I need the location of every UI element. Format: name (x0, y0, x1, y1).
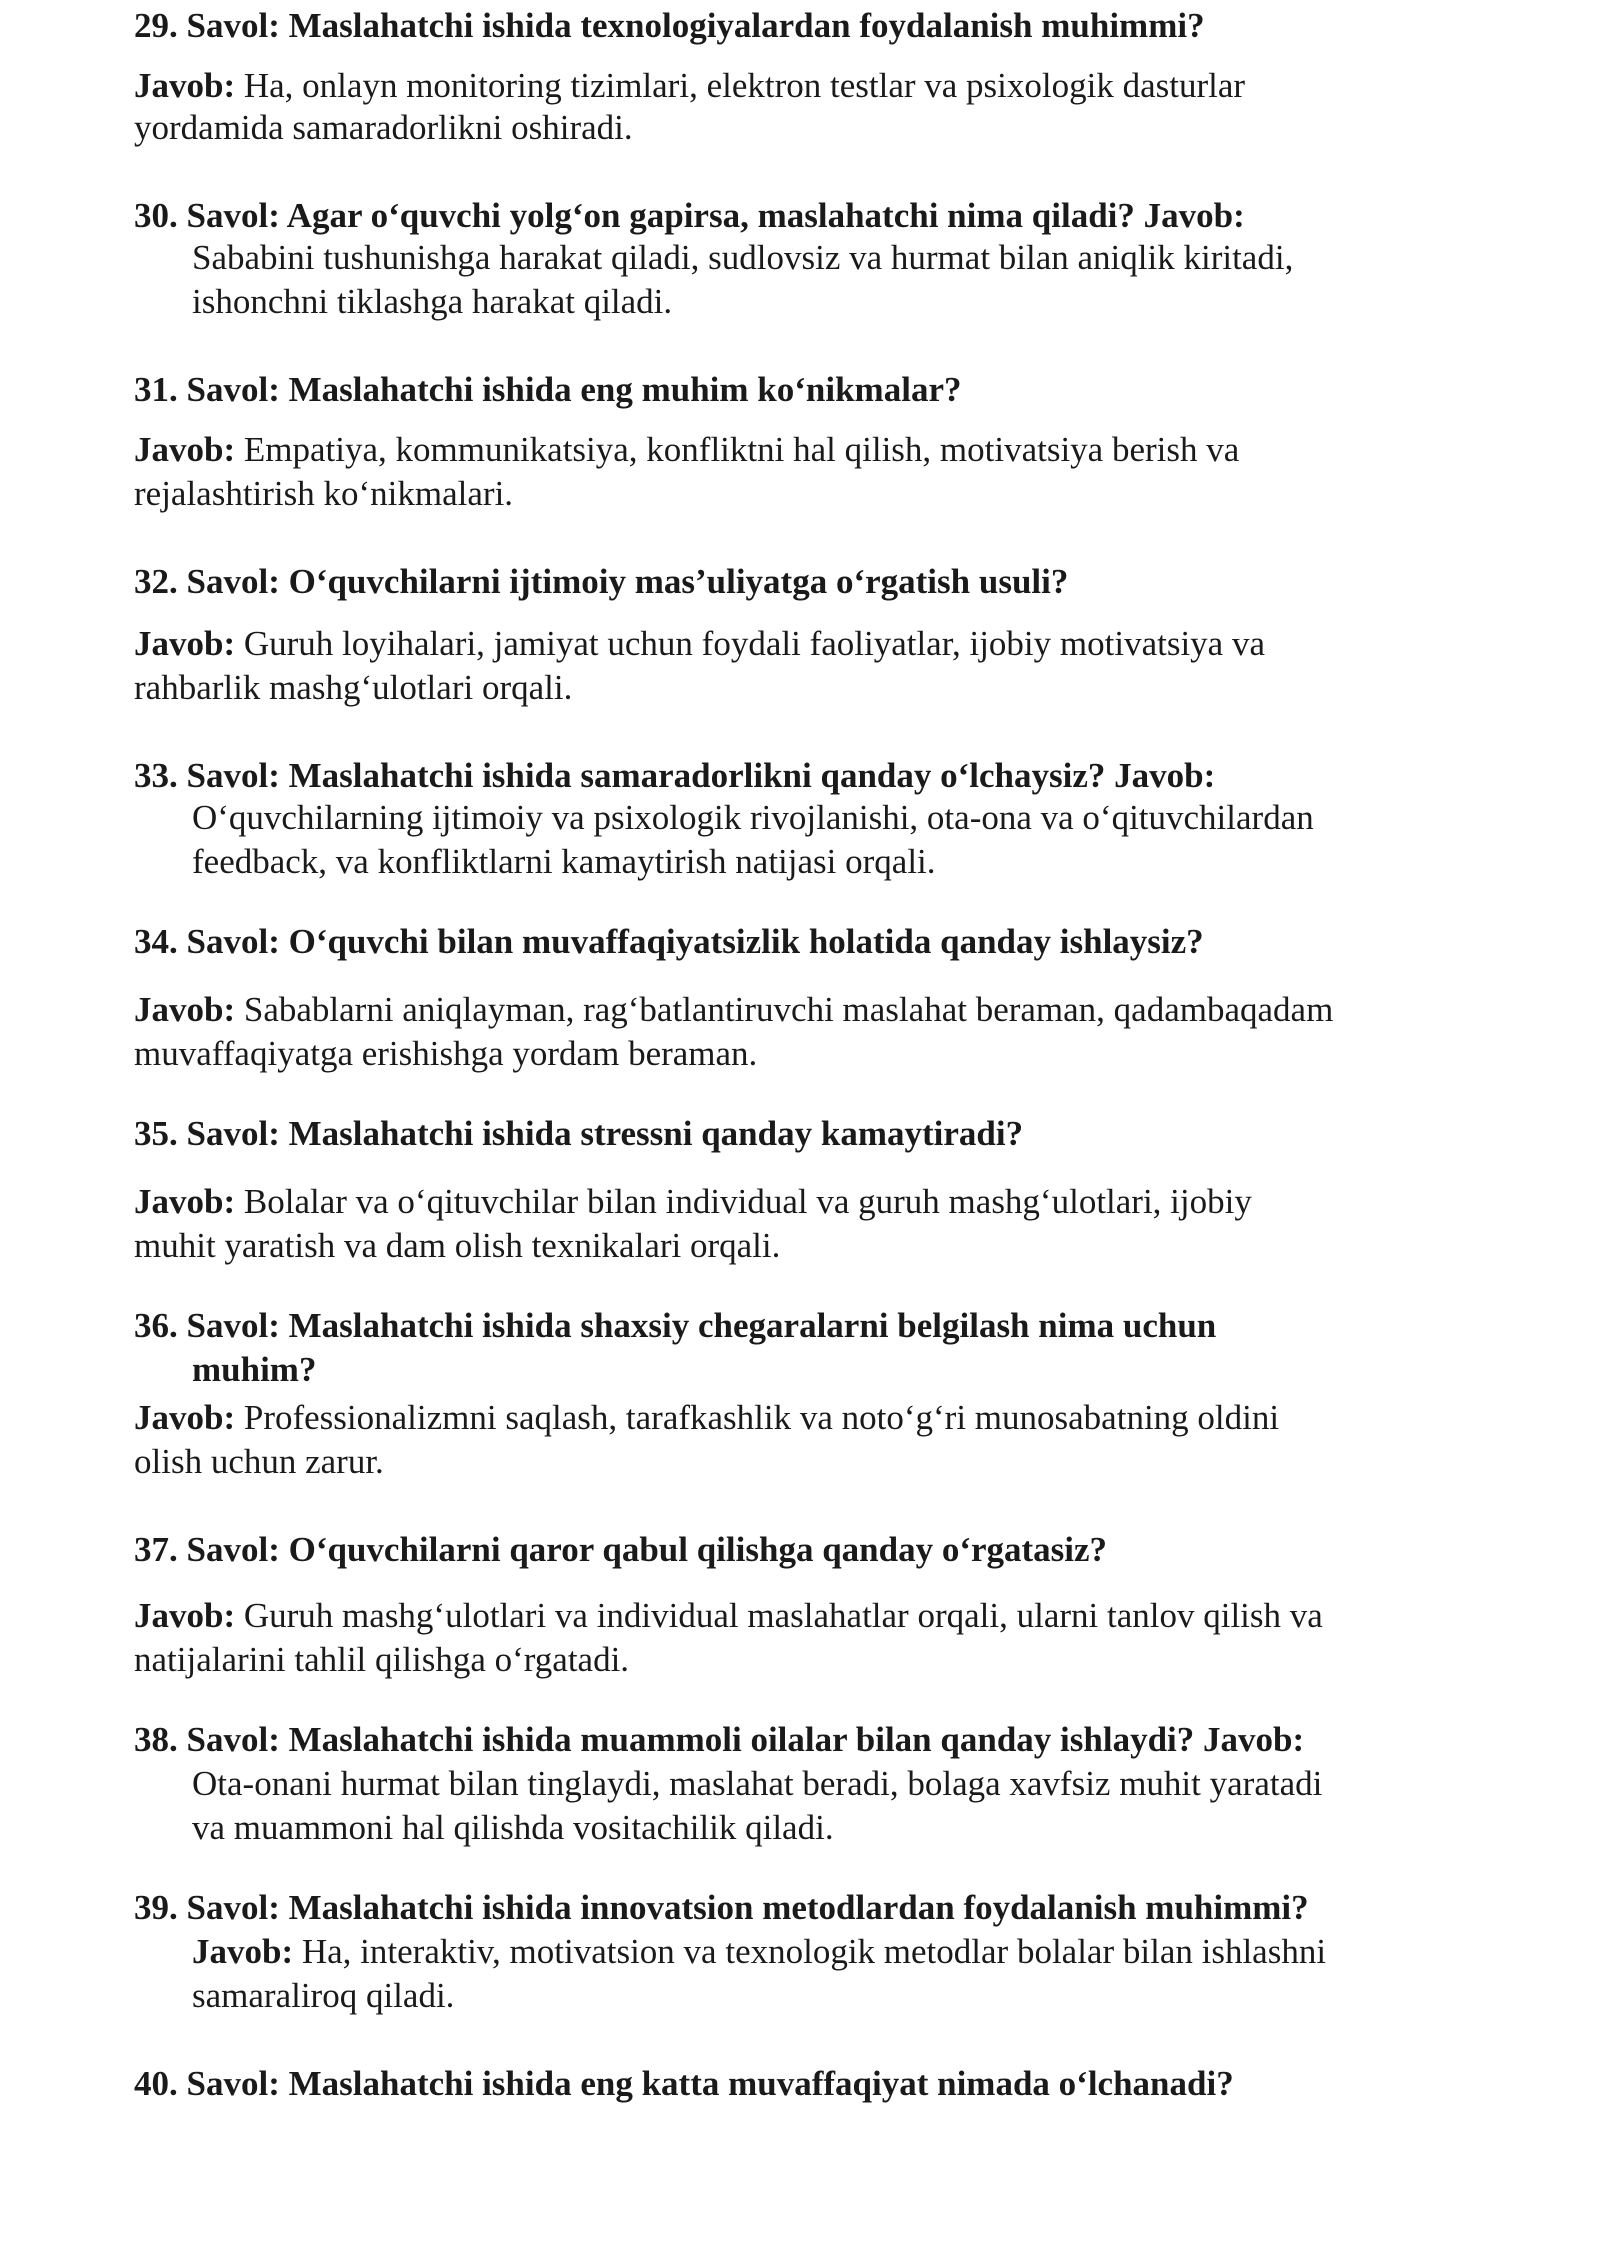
answer-text: Sabablarni aniqlayman, rag‘batlantiruvchi maslahat beraman, qadambaqadam (243, 990, 1334, 1029)
answer-38-line-2: va muammoni hal qilishda vositachilik qiladi. (192, 1808, 834, 1847)
answer-29-line-2: yordamida samaradorlikni oshiradi. (134, 108, 633, 147)
question-34 (134, 920, 1204, 964)
answer-text: Professionalizmni saqlash, tarafkashlik va noto‘g‘ri munosabatning oldini (243, 1398, 1280, 1437)
answer-30-line-2: ishonchni tiklashga harakat qiladi. (192, 282, 673, 321)
answer-text: Ha, onlayn monitoring tizimlari, elektron testlar va psixologik dasturlar (243, 66, 1246, 105)
question-number: 31. (134, 370, 178, 409)
answer-36-line-2: olish uchun zarur. (134, 1442, 384, 1481)
question-number: 32. (134, 562, 178, 601)
question-text: Savol: O‘quvchilarni ijtimoiy mas’uliyatga o‘rgatish usuli? (186, 562, 1069, 601)
answer-37-line-2: natijalarini tahlil qilishga o‘rgatadi. (134, 1640, 630, 1679)
question-text: Savol: Maslahatchi ishida eng katta muvaffaqiyat nimada o‘lchanadi? (186, 2064, 1234, 2103)
question-text: Savol: Maslahatchi ishida stressni qanday kamaytiradi? (186, 1114, 1024, 1153)
question-text: Savol: O‘quvchi bilan muvaffaqiyatsizlik holatida qanday ishlaysiz? (186, 922, 1204, 961)
answer-label: Javob: (134, 990, 236, 1029)
question-40 (134, 2062, 1234, 2106)
question-text: Savol: Maslahatchi ishida shaxsiy chegaralarni belgilash nima uchun (186, 1306, 1217, 1345)
question-30 (134, 194, 1245, 238)
question-text: Savol: Maslahatchi ishida muammoli oilalar bilan qanday ishlaydi? Javob: (186, 1720, 1305, 1759)
answer-33-line-1: O‘quvchilarning ijtimoiy va psixologik rivojlanishi, ota-ona va o‘qituvchilardan (192, 798, 1314, 837)
question-31 (134, 368, 961, 412)
answer-label: Javob: (192, 1932, 294, 1971)
question-number: 35. (134, 1114, 178, 1153)
question-36-continuation: muhim? (192, 1350, 317, 1389)
question-text: Savol: Maslahatchi ishida samaradorlikni qanday o‘lchaysiz? Javob: (186, 756, 1216, 795)
question-number: 30. (134, 196, 178, 235)
answer-label: Javob: (134, 430, 236, 469)
question-number: 39. (134, 1888, 178, 1927)
question-37 (134, 1528, 1107, 1572)
answer-label: Javob: (134, 1182, 236, 1221)
answer-36-line-1 (134, 1396, 1279, 1440)
answer-label: Javob: (134, 66, 236, 105)
answer-text: Guruh mashg‘ulotlari va individual maslahatlar orqali, ularni tanlov qilish va (243, 1596, 1323, 1635)
question-39 (134, 1886, 1309, 1930)
answer-text: Guruh loyihalari, jamiyat uchun foydali faoliyatlar, ijobiy motivatsiya va (243, 624, 1265, 663)
answer-35-line-2: muhit yaratish va dam olish texnikalari orqali. (134, 1226, 781, 1265)
answer-34-line-2: muvaffaqiyatga erishishga yordam beraman. (134, 1034, 758, 1073)
answer-37-line-1 (134, 1594, 1323, 1638)
question-32 (134, 560, 1068, 604)
answer-38-line-1: Ota-onani hurmat bilan tinglaydi, maslahat beradi, bolaga xavfsiz muhit yaratadi (192, 1764, 1323, 1803)
answer-39-line-1 (192, 1930, 1326, 1974)
question-35 (134, 1112, 1023, 1156)
answer-39-line-2: samaraliroq qiladi. (192, 1976, 455, 2015)
question-number: 34. (134, 922, 178, 961)
answer-29-line-1 (134, 64, 1245, 108)
question-number: 38. (134, 1720, 178, 1759)
answer-35-line-1 (134, 1180, 1252, 1224)
answer-30-line-1: Sababini tushunishga harakat qiladi, sudlovsiz va hurmat bilan aniqlik kiritadi, (192, 238, 1294, 277)
answer-32-line-1 (134, 622, 1265, 666)
question-text: Savol: Maslahatchi ishida texnologiyalardan foydalanish muhimmi? (186, 6, 1205, 45)
answer-text: Bolalar va o‘qituvchilar bilan individual va guruh mashg‘ulotlari, ijobiy (243, 1182, 1252, 1221)
answer-label: Javob: (134, 624, 236, 663)
question-text: Savol: Agar o‘quvchi yolg‘on gapirsa, maslahatchi nima qiladi? Javob: (186, 196, 1245, 235)
question-number: 37. (134, 1530, 178, 1569)
question-text: Savol: Maslahatchi ishida innovatsion metodlardan foydalanish muhimmi? (186, 1888, 1309, 1927)
answer-label: Javob: (134, 1596, 236, 1635)
question-text: Savol: O‘quvchilarni qaror qabul qilishga qanday o‘rgatasiz? (186, 1530, 1108, 1569)
question-number: 40. (134, 2064, 178, 2103)
answer-34-line-1 (134, 988, 1333, 1032)
answer-text: Empatiya, kommunikatsiya, konfliktni hal qilish, motivatsiya berish va (243, 430, 1240, 469)
question-number: 29. (134, 6, 178, 45)
question-number: 36. (134, 1306, 178, 1345)
answer-31-line-1 (134, 428, 1239, 472)
answer-32-line-2: rahbarlik mashg‘ulotlari orqali. (134, 668, 573, 707)
question-text: Savol: Maslahatchi ishida eng muhim ko‘nikmalar? (186, 370, 962, 409)
answer-33-line-2: feedback, va konfliktlarni kamaytirish natijasi orqali. (192, 842, 936, 881)
answer-31-line-2: rejalashtirish ko‘nikmalari. (134, 474, 514, 513)
question-number: 33. (134, 756, 178, 795)
question-33 (134, 754, 1215, 798)
question-36 (134, 1304, 1216, 1348)
answer-label: Javob: (134, 1398, 236, 1437)
question-29 (134, 4, 1205, 48)
answer-text: Ha, interaktiv, motivatsion va texnologik metodlar bolalar bilan ishlashni (301, 1932, 1327, 1971)
question-38 (134, 1718, 1304, 1762)
